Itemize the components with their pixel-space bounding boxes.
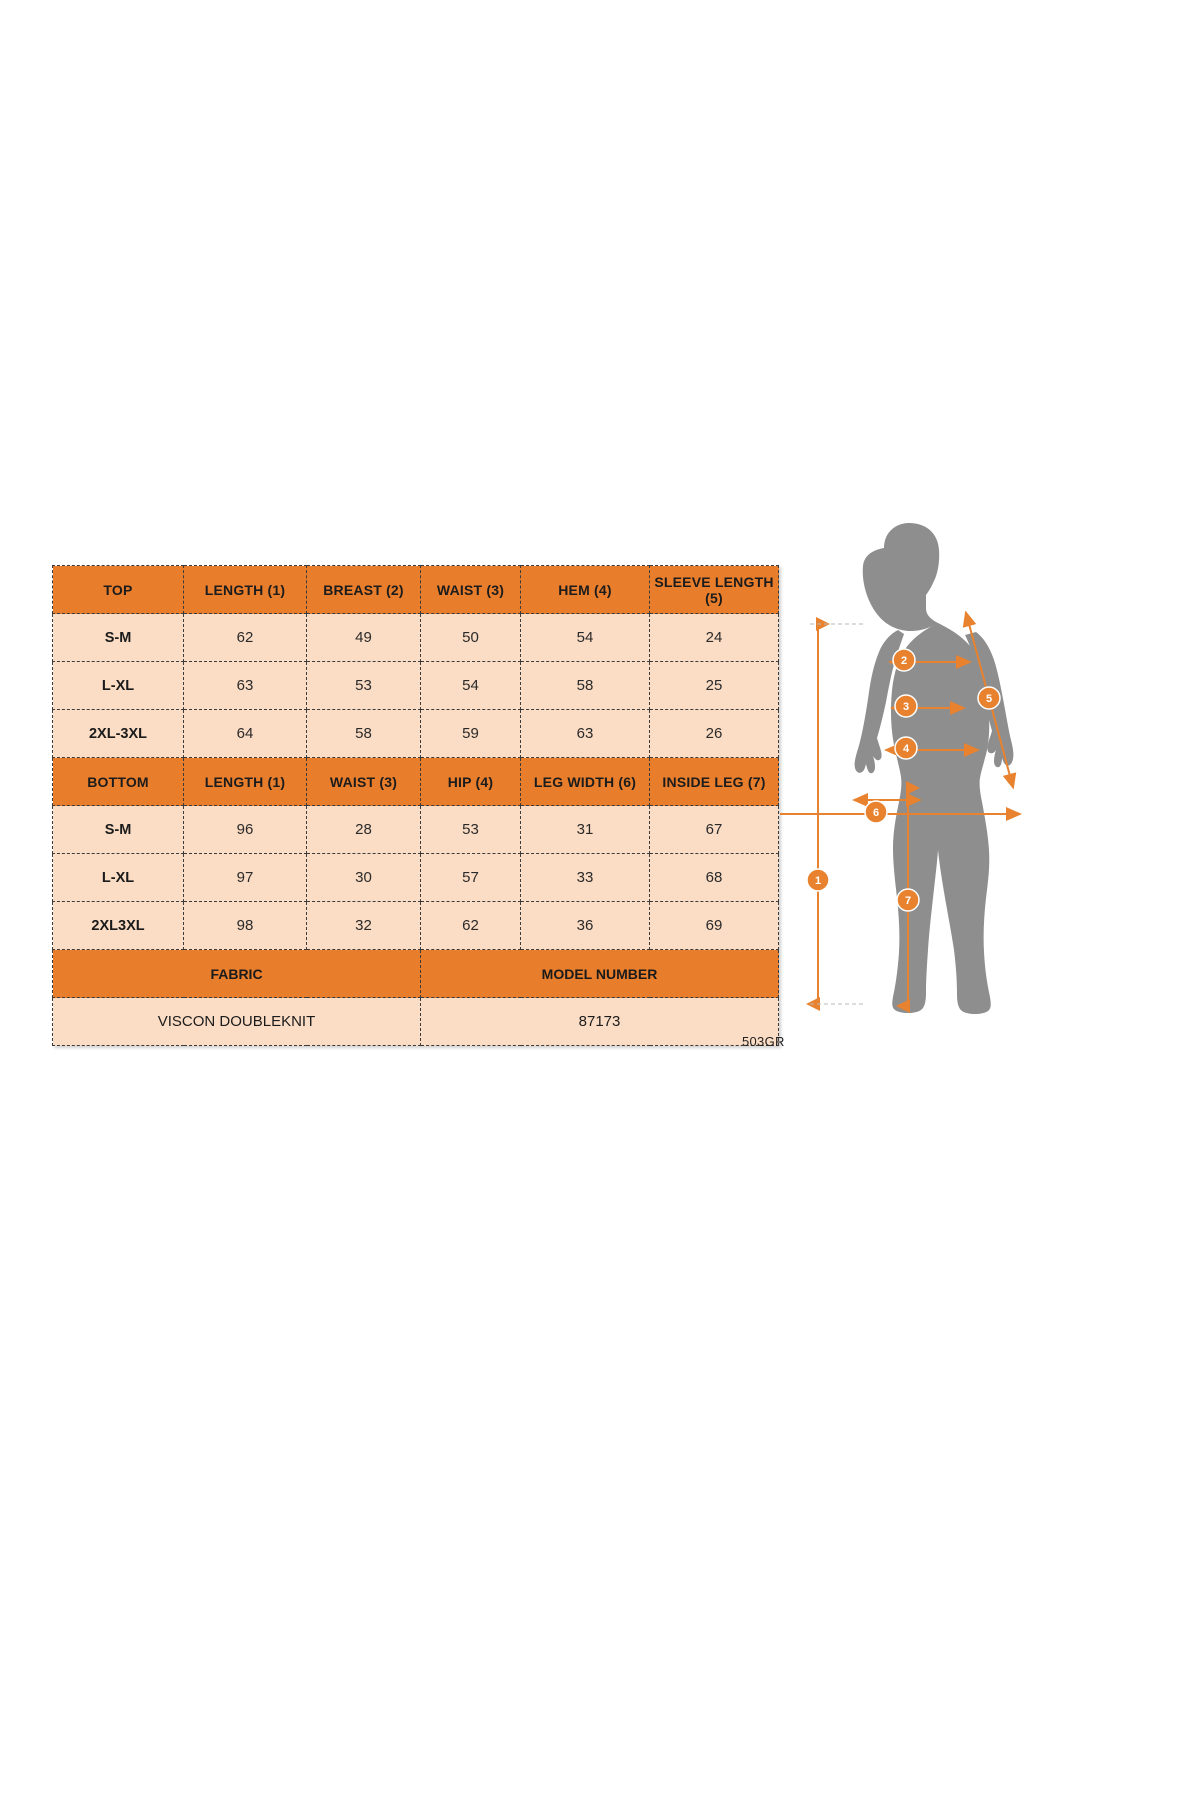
cell-bottom-s-m-leg-width: 31: [521, 806, 650, 854]
cell-top-s-m-breast: 49: [307, 614, 421, 662]
cell-top-l-xl-length: 63: [184, 662, 307, 710]
badge-4-label: 4: [902, 743, 910, 755]
cell-bottom-2xl-3xl-waist: 32: [307, 902, 421, 950]
column-header-top-sleeve-length: SLEEVE LENGTH (5): [650, 566, 779, 614]
column-header-bottom-leg-width: LEG WIDTH (6): [521, 758, 650, 806]
column-header-top-waist: WAIST (3): [421, 566, 521, 614]
cell-top-s-m-sleeve: 24: [650, 614, 779, 662]
size-chart-table: [52, 565, 779, 1046]
table-row: [53, 806, 779, 854]
row-label-top-l-xl: L-XL: [53, 662, 184, 710]
column-header-top-length: LENGTH (1): [184, 566, 307, 614]
table-row: [53, 662, 779, 710]
product-code-label: 503GR: [742, 1034, 785, 1049]
cell-bottom-s-m-length: 96: [184, 806, 307, 854]
column-header-top-breast: BREAST (2): [307, 566, 421, 614]
row-label-bottom-2xl-3xl: 2XL3XL: [53, 902, 184, 950]
table-row: [53, 902, 779, 950]
table-row: [53, 614, 779, 662]
cell-top-l-xl-hem: 58: [521, 662, 650, 710]
cell-top-l-xl-sleeve: 25: [650, 662, 779, 710]
row-label-top-s-m: S-M: [53, 614, 184, 662]
cell-top-s-m-length: 62: [184, 614, 307, 662]
row-label-top-2xl-3xl: 2XL-3XL: [53, 710, 184, 758]
cell-bottom-2xl-3xl-leg-width: 36: [521, 902, 650, 950]
cell-bottom-2xl-3xl-length: 98: [184, 902, 307, 950]
cell-top-2xl-3xl-breast: 58: [307, 710, 421, 758]
badge-1-label: 1: [814, 875, 822, 887]
table-header-row-bottom: [53, 758, 779, 806]
cell-bottom-s-m-hip: 53: [421, 806, 521, 854]
cell-bottom-s-m-waist: 28: [307, 806, 421, 854]
cell-bottom-2xl-3xl-inside-leg: 69: [650, 902, 779, 950]
column-header-bottom: BOTTOM: [53, 758, 184, 806]
row-label-bottom-l-xl: L-XL: [53, 854, 184, 902]
table-header-row-top: [53, 566, 779, 614]
cell-bottom-2xl-3xl-hip: 62: [421, 902, 521, 950]
column-header-top: TOP: [53, 566, 184, 614]
fabric-value: VISCON DOUBLEKNIT: [53, 998, 421, 1046]
column-header-bottom-inside-leg: INSIDE LEG (7): [650, 758, 779, 806]
badge-6-label: 6: [872, 807, 880, 819]
table-footer-value-row: [53, 998, 779, 1046]
cell-top-l-xl-breast: 53: [307, 662, 421, 710]
cell-top-2xl-3xl-waist: 59: [421, 710, 521, 758]
cell-bottom-l-xl-hip: 57: [421, 854, 521, 902]
column-header-bottom-length: LENGTH (1): [184, 758, 307, 806]
badge-2-label: 2: [900, 655, 908, 667]
cell-bottom-l-xl-waist: 30: [307, 854, 421, 902]
badge-3-label: 3: [902, 701, 910, 713]
cell-top-2xl-3xl-hem: 63: [521, 710, 650, 758]
cell-top-s-m-waist: 50: [421, 614, 521, 662]
model-number-value: 87173: [421, 998, 779, 1046]
model-number-header: MODEL NUMBER: [421, 950, 779, 998]
measurement-diagram: [780, 520, 1050, 1040]
cell-bottom-l-xl-leg-width: 33: [521, 854, 650, 902]
table-row: [53, 710, 779, 758]
cell-top-s-m-hem: 54: [521, 614, 650, 662]
fabric-header: FABRIC: [53, 950, 421, 998]
cell-top-l-xl-waist: 54: [421, 662, 521, 710]
table-row: [53, 854, 779, 902]
column-header-top-hem: HEM (4): [521, 566, 650, 614]
column-header-bottom-waist: WAIST (3): [307, 758, 421, 806]
cell-top-2xl-3xl-length: 64: [184, 710, 307, 758]
row-label-bottom-s-m: S-M: [53, 806, 184, 854]
female-silhouette-icon: [855, 523, 1014, 1014]
badge-7-label: 7: [904, 895, 912, 907]
badge-5-label: 5: [985, 693, 993, 705]
column-header-bottom-hip: HIP (4): [421, 758, 521, 806]
table-footer-header-row: [53, 950, 779, 998]
cell-bottom-s-m-inside-leg: 67: [650, 806, 779, 854]
cell-top-2xl-3xl-sleeve: 26: [650, 710, 779, 758]
cell-bottom-l-xl-inside-leg: 68: [650, 854, 779, 902]
cell-bottom-l-xl-length: 97: [184, 854, 307, 902]
